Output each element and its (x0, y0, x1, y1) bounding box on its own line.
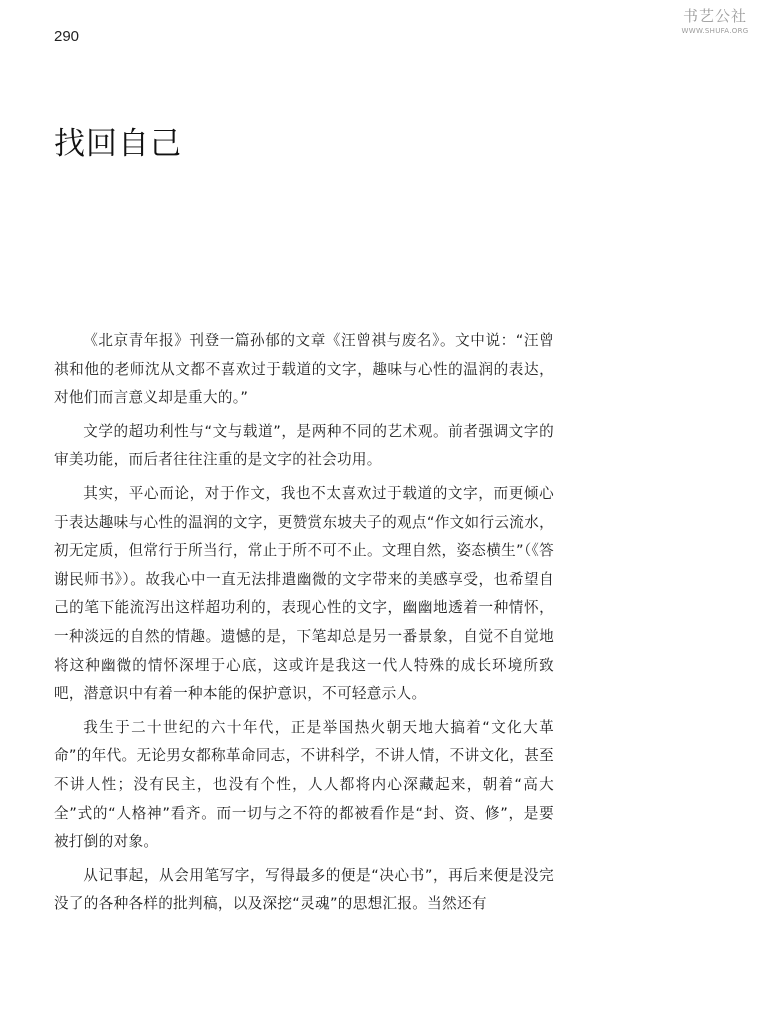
paragraph: 从记事起，从会用笔写字，写得最多的便是“决心书”，再后来便是没完没了的各种各样的批判稿，以及深挖“灵魂”的思想汇报。当然还有 (54, 866, 554, 913)
watermark-url: WWW.SHUFA.ORG (681, 27, 749, 35)
watermark-seal: 书艺公社 (682, 7, 747, 25)
page-number: 290 (54, 28, 80, 45)
body-text (54, 327, 554, 924)
paragraph: 文学的超功利性与“文与载道”，是两种不同的艺术观。前者强调文字的审美功能，而后者往往注重的是文字的社会功用。 (54, 422, 554, 469)
paragraph: 我生于二十世纪的六十年代，正是举国热火朝天地大搞着“文化大革命”的年代。无论男女都称革命同志，不讲科学，不讲人情，不讲文化，甚至不讲人性；没有民主，也没有个性，人人都将内心深藏起来，朝着“高大全”式的“人格神”看齐。而一切与之不符的都被看作是“封、资、修”，是要被打倒的对象。 (54, 718, 554, 851)
chapter-title: 找回自己 (54, 126, 182, 162)
watermark-logo (678, 6, 752, 42)
paragraph: 其实，平心而论，对于作文，我也不太喜欢过于载道的文字，而更倾心于表达趣味与心性的温润的文字，更赞赏东坡夫子的观点“作文如行云流水，初无定质，但常行于所当行，常止于所不可不止。文理自然，姿态横生”（《答谢民师书》）。故我心中一直无法排遣幽微的文字带来的美感享受，也希望自己的笔下能流泻出这样超功利的，表现心性的文字，幽幽地透着一种情怀，一种淡远的自然的情趣。遗憾的是，下笔却总是另一番景象，自觉不自觉地将这种幽微的情怀深埋于心底，这或许是我这一代人特殊的成长环境所致吧，潜意识中有着一种本能的保护意识，不可轻意示人。 (54, 484, 554, 703)
paragraph: 《北京青年报》刊登一篇孙郁的文章《汪曾祺与废名》。文中说：“汪曾祺和他的老师沈从文都不喜欢过于载道的文字，趣味与心性的温润的表达，对他们而言意义却是重大的。” (54, 332, 554, 407)
